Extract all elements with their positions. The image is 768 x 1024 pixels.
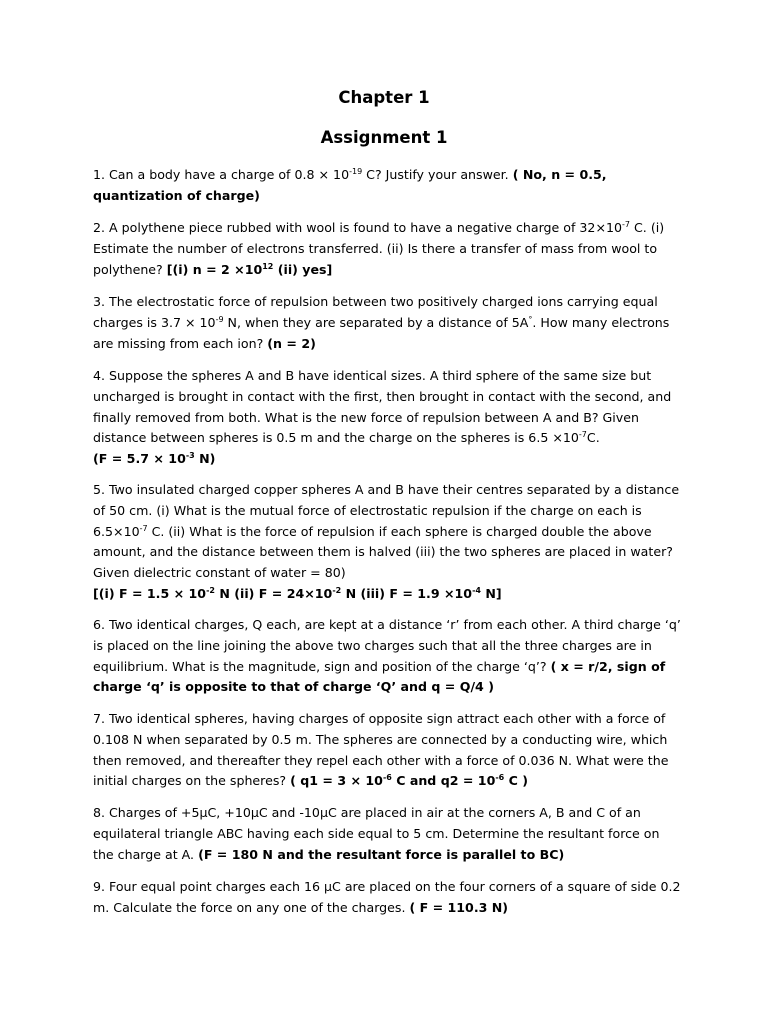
answer-text: N (iii) F = 1.9 ×10 [341, 585, 473, 601]
answer: ( F = 110.3 N) [409, 899, 509, 915]
question-text: 6. Two identical charges, Q each, are kept at a distance ‘r’ from each other. A third charge ‘q’ is placed on the line joining the above two charges such that all the three charges are in equilibrium. What is the magnitude, sign and position of the charge ‘q’? [93, 617, 681, 674]
answer-text: C ) [504, 773, 528, 789]
answer-text: N) [194, 451, 216, 467]
exponent: -6 [495, 773, 505, 783]
answer [93, 451, 215, 466]
question-text: C. [586, 430, 600, 446]
answer: (n = 2) [267, 335, 316, 351]
exponent: -6 [382, 773, 392, 783]
question-text: C? Justify your answer. [362, 167, 513, 182]
chapter-title: Chapter 1 [338, 88, 430, 107]
question-text: . How many electrons are missing from each ion? [93, 314, 670, 351]
question-text: 2. A polythene piece rubbed with wool is found to have a negative charge of 32×10 [93, 220, 623, 235]
answer-text: [(i) n = 2 ×10 [166, 261, 263, 277]
question-text: 4. Suppose the spheres A and B have identical sizes. A third sphere of the same size but uncharged is brought in contact with the first, then brought in contact with the second, and finally removed from both. What is the new force of repulsion between A and B? Given distance between spheres is 0.5 m and the charge on the spheres is 6.5 ×10 [93, 368, 672, 446]
answer [93, 586, 502, 601]
question-4 [93, 366, 683, 470]
question-text: 9. Four equal point charges each 16 µC are placed on the four corners of a square of side 0.2 m. Calculate the force on any one of the charges. [93, 879, 681, 915]
question-8 [93, 803, 683, 865]
question-text: 3. The electrostatic force of repulsion between two positively charged ions carrying equal charges is 3.7 × 10 [93, 294, 658, 330]
answer-text: N (ii) F = 24×10 [214, 585, 333, 601]
question-text: C. (ii) What is the force of repulsion if each sphere is charged double the above amount, and the distance between them is halved (iii) the two spheres are placed in water? Given dielectric constant of water = 80) [93, 523, 673, 581]
exponent: -7 [139, 523, 148, 533]
answer-text: N] [480, 585, 502, 601]
question-text: 8. Charges of +5µC, +10µC and -10µC are placed in air at the corners A, B and C of an equilateral triangle ABC having each side equal to 5 cm. Determine the resultant force on the charge at A. [93, 805, 660, 862]
answer-text: (ii) yes] [273, 261, 333, 277]
question-text: N, when they are separated by a distance of 5A [223, 314, 529, 330]
question-1 [93, 165, 683, 207]
question-2 [93, 218, 683, 280]
question-7 [93, 709, 683, 792]
question-9 [93, 877, 683, 919]
question-3 [93, 292, 683, 354]
answer: ( No, n = 0.5, quantization of charge) [93, 167, 607, 203]
exponent: -7 [578, 430, 587, 440]
question-5 [93, 480, 683, 605]
answer-text: C and q2 = 10 [391, 773, 496, 789]
exponent: -7 [622, 220, 631, 229]
answer: (F = 180 N and the resultant force is parallel to BC) [198, 846, 565, 862]
answer-text: (F = 5.7 × 10 [93, 451, 186, 467]
exponent: -3 [185, 451, 195, 461]
question-text: 7. Two identical spheres, having charges of opposite sign attract each other with a force of 0.108 N when separated by 0.5 m. The spheres are connected by a conducting wire, which then removed, and thereafter they repel each other with a force of 0.036 N. What were the initial charges on the spheres? [93, 711, 669, 789]
answer [167, 262, 333, 277]
answer-text: ( q1 = 3 × 10 [290, 773, 383, 789]
question-text: 1. Can a body have a charge of 0.8 × 10 [93, 167, 350, 182]
assignment-title: Assignment 1 [320, 128, 448, 147]
exponent: -2 [332, 585, 342, 595]
exponent: ° [528, 314, 533, 324]
answer: ( x = r/2, sign of charge ‘q’ is opposite to that of charge ‘Q’ and q = Q/4 ) [93, 658, 666, 695]
exponent: -4 [472, 585, 481, 595]
exponent: -19 [349, 167, 363, 176]
answer-text: [(i) F = 1.5 × 10 [93, 585, 207, 601]
question-text: C. (i) Estimate the number of electrons transferred. (ii) Is there a transfer of mass from wool to polythene? [93, 220, 665, 277]
exponent: -9 [215, 314, 224, 324]
answer [290, 773, 528, 788]
exponent: 12 [262, 261, 274, 271]
question-6 [93, 615, 683, 698]
exponent: -2 [206, 585, 215, 595]
question-text: 5. Two insulated charged copper spheres A and B have their centres separated by a distance of 50 cm. (i) What is the mutual force of electrostatic repulsion if the charge on each is 6.5×10 [93, 482, 680, 539]
